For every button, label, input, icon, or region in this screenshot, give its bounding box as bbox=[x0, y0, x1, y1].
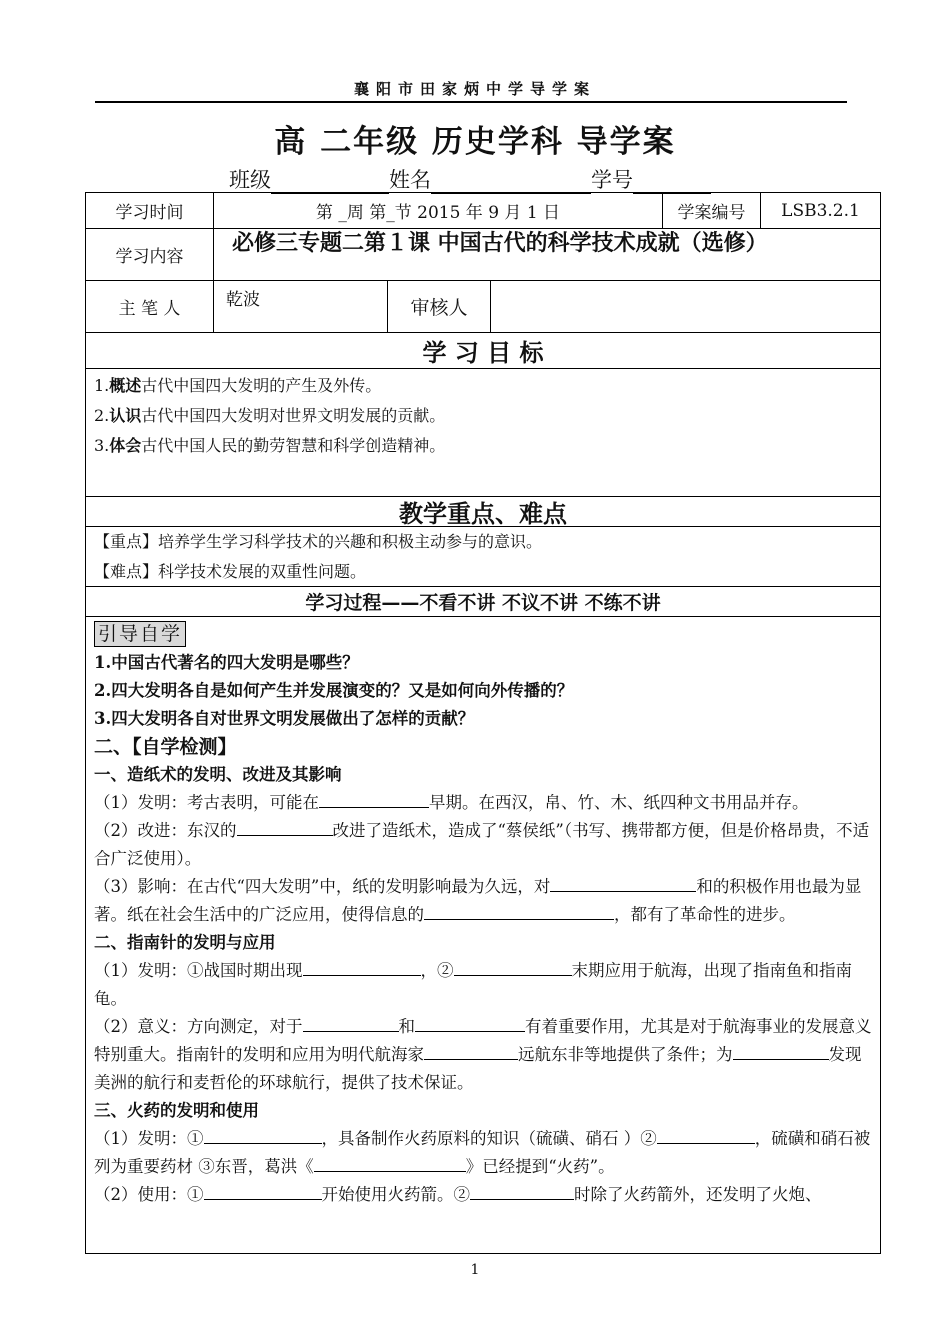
key-point: 【重点】培养学生学习科学技术的兴趣和积极主动参与的意识。 bbox=[94, 532, 543, 551]
paper-invention: （1）发明：考古表明，可能在 早期。在西汉，帛、竹、木、纸四种文书用品并存。 bbox=[94, 789, 872, 817]
content-label: 学习内容 bbox=[86, 229, 214, 280]
author-value: 乾波 bbox=[214, 281, 388, 332]
objective-item: 3.体会古代中国人民的勤劳智慧和科学创造精神。 bbox=[94, 436, 446, 455]
content-value: 必修三专题二第１课 中国古代的科学技术成就（选修） bbox=[232, 230, 768, 256]
fill-blank[interactable] bbox=[550, 873, 696, 892]
paper-improvement: （2）改进：东汉的 改进了造纸术，造成了“蔡侯纸”（书写、携带都方便，但是价格昂贵，不适合广泛使用）。 bbox=[94, 817, 872, 873]
compass-significance: （2）意义：方向测定，对于 和 有着重要作用，尤其是对于航海事业的发展意义特别重大。指南针的发明和应用为明代航海家 远航东非等地提供了条件；为 发现美洲的航行和麦哲伦的环球航行，提供了技术保证。 bbox=[94, 1013, 872, 1097]
time-label: 学习时间 bbox=[86, 193, 214, 228]
plan-no-label: 学案编号 bbox=[663, 193, 761, 228]
section-compass-title: 二、指南针的发明与应用 bbox=[94, 933, 276, 952]
reviewer-value bbox=[491, 281, 880, 332]
fill-blank[interactable] bbox=[204, 1125, 322, 1144]
objective-item: 1.概述古代中国四大发明的产生及外传。 bbox=[94, 376, 382, 395]
gunpowder-use: （2）使用：① 开始使用火药箭。② 时除了火药箭外，还发明了火炮、 bbox=[94, 1181, 872, 1209]
fill-blank[interactable] bbox=[314, 1153, 466, 1172]
guide-label: 引导自学 bbox=[94, 621, 186, 647]
keypoints-heading: 教学重点、难点 bbox=[86, 497, 880, 527]
fill-blank[interactable] bbox=[319, 789, 429, 808]
lesson-table bbox=[85, 192, 881, 1254]
question-item: 3.四大发明各自对世界文明发展做出了怎样的贡献？ bbox=[94, 709, 475, 728]
objective-list bbox=[94, 371, 872, 461]
name-blank[interactable] bbox=[431, 171, 591, 194]
student-id-line bbox=[229, 164, 711, 194]
process-body bbox=[94, 619, 872, 1209]
row-author bbox=[86, 281, 880, 333]
fill-blank[interactable] bbox=[204, 1181, 322, 1200]
number-label: 学号 bbox=[591, 168, 633, 192]
objective-item: 2.认识古代中国四大发明对世界文明发展的贡献。 bbox=[94, 406, 446, 425]
number-blank[interactable] bbox=[633, 171, 711, 194]
self-check-heading: 二、【自学检测】 bbox=[94, 736, 237, 758]
objectives-body bbox=[86, 369, 880, 497]
fill-blank[interactable] bbox=[454, 957, 572, 976]
reviewer-label: 审核人 bbox=[388, 281, 491, 332]
fill-blank[interactable] bbox=[470, 1181, 574, 1200]
fill-blank[interactable] bbox=[237, 817, 333, 836]
section-gunpowder-title: 三、火药的发明和使用 bbox=[94, 1101, 259, 1120]
compass-invention: （1）发明：①战国时期出现 ，② 末期应用于航海，出现了指南鱼和指南龟。 bbox=[94, 957, 872, 1013]
class-label: 班级 bbox=[229, 168, 271, 192]
author-label: 主 笔 人 bbox=[86, 281, 214, 332]
header-rule bbox=[95, 101, 847, 103]
class-blank[interactable] bbox=[271, 171, 389, 194]
keypoints-body bbox=[86, 527, 880, 587]
question-item: 1.中国古代著名的四大发明是哪些？ bbox=[94, 653, 359, 672]
fill-blank[interactable] bbox=[733, 1041, 829, 1060]
gunpowder-invention: （1）发明：① ，具备制作火药原料的知识（硫磺、硝石 ）② ，硫磺和硝石被列为重要药材 ③东晋，葛洪《 》已经提到“火药”。 bbox=[94, 1125, 872, 1181]
name-label: 姓名 bbox=[389, 168, 431, 192]
fill-blank[interactable] bbox=[303, 957, 421, 976]
process-heading: 学习过程——不看不讲 不议不讲 不练不讲 bbox=[86, 587, 880, 617]
time-value: 第 _周 第_节 2015 年 9 月 1 日 bbox=[214, 193, 663, 228]
page-number: 1 bbox=[470, 1262, 480, 1278]
row-content bbox=[86, 229, 880, 281]
fill-blank[interactable] bbox=[424, 1041, 518, 1060]
plan-no-value: LSB3.2.1 bbox=[781, 200, 860, 221]
row-time bbox=[86, 193, 880, 229]
fill-blank[interactable] bbox=[424, 901, 614, 920]
section-paper-title: 一、造纸术的发明、改进及其影响 bbox=[94, 765, 342, 784]
difficult-point: 【难点】科学技术发展的双重性问题。 bbox=[94, 562, 367, 581]
question-item: 2.四大发明各自是如何产生并发展演变的？又是如何向外传播的？ bbox=[94, 681, 574, 700]
fill-blank[interactable] bbox=[657, 1125, 755, 1144]
objectives-heading: 学 习 目 标 bbox=[86, 333, 880, 369]
paper-influence: （3）影响：在古代“四大发明”中，纸的发明影响最为久远，对 和的积极作用也最为显著。纸在社会生活中的广泛应用，使得信息的 ，都有了革命性的进步。 bbox=[94, 873, 872, 929]
school-header: 襄阳市田家炳中学导学案 bbox=[353, 80, 596, 98]
page-title: 高 二年级 历史学科 导学案 bbox=[274, 124, 676, 160]
fill-blank[interactable] bbox=[415, 1013, 525, 1032]
fill-blank[interactable] bbox=[303, 1013, 399, 1032]
